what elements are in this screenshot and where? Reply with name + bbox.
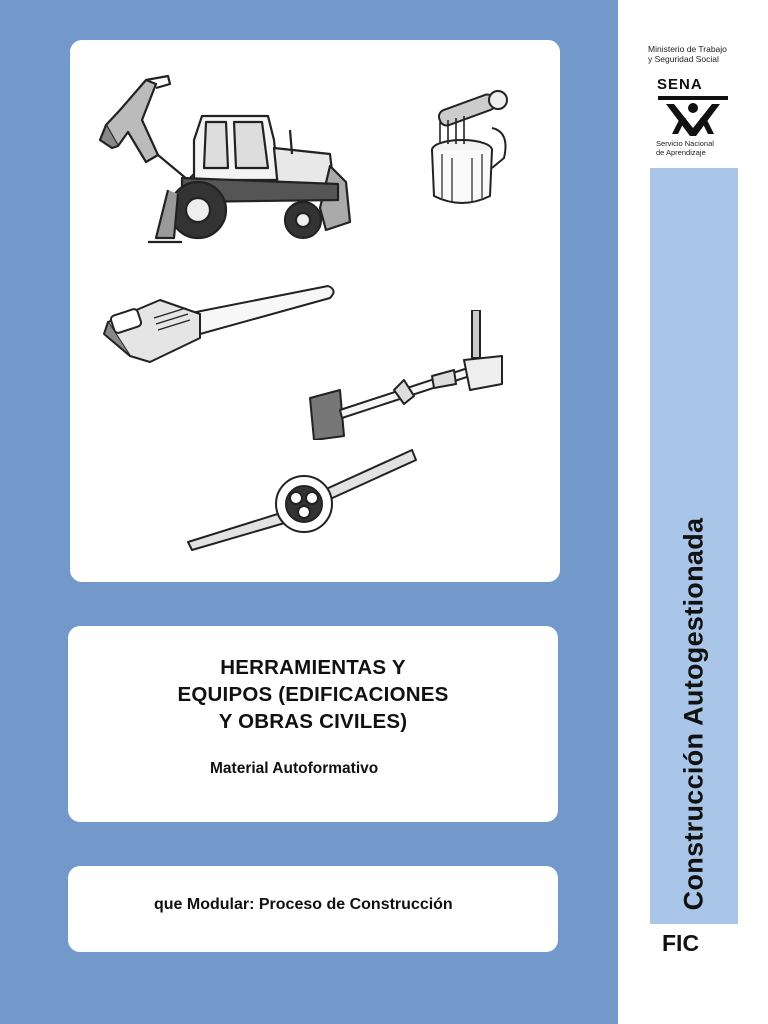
series-title: Construcción Autogestionada [678, 517, 709, 911]
sena-emblem-icon [658, 94, 728, 138]
service-label [656, 139, 746, 157]
series-band [650, 168, 738, 924]
ministry-line: Ministerio de Trabajo [648, 44, 727, 54]
ministry-label [648, 44, 744, 64]
module-label: que Modular: Proceso de Construcción [154, 896, 453, 913]
title-line: HERRAMIENTAS Y [220, 656, 406, 679]
backhoe-loader-icon [98, 70, 358, 255]
service-line: de Aprendizaje [656, 148, 706, 157]
ministry-line: y Seguridad Social [648, 54, 719, 64]
module-card [68, 866, 558, 952]
document-title [68, 654, 558, 735]
sena-logo [654, 76, 734, 138]
concrete-vibrator-icon [428, 88, 514, 212]
title-line: Y OBRAS CIVILES) [218, 710, 408, 733]
document-subtitle: Material Autoformativo [210, 760, 379, 777]
sidebar [618, 0, 768, 1024]
publisher-code: FIC [662, 930, 700, 956]
illustration-card [70, 40, 560, 582]
logo-text: SENA [657, 76, 703, 93]
die-stock-threader-icon [184, 442, 420, 552]
service-line: Servicio Nacional [656, 139, 714, 148]
title-card [68, 626, 558, 822]
concrete-screed-tool-icon [304, 310, 514, 440]
title-line: EQUIPOS (EDIFICACIONES [177, 683, 449, 706]
